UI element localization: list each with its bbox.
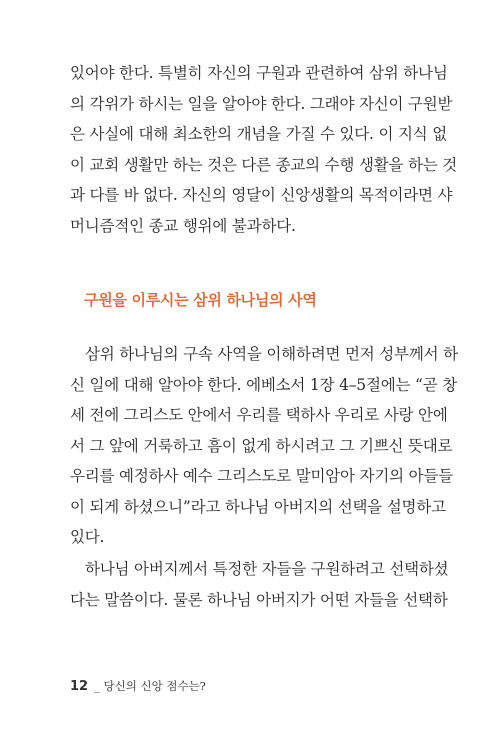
page-number: 12 <box>70 679 89 694</box>
page-footer <box>70 678 206 694</box>
text-line: 과 다를 바 없다. 자신의 영달이 신앙생활의 목적이라면 샤 <box>70 186 453 204</box>
text-line: 우리를 예정하사 예수 그리스도로 말미암아 자기의 아들들 <box>70 467 453 485</box>
text-line: 다는 말씀이다. 물론 하나님 아버지가 어떤 자들을 선택하 <box>70 590 448 609</box>
text-line: 있다. <box>70 528 105 546</box>
text-line: 이 되게 하셨으니”라고 하나님 아버지의 선택을 설명하고 <box>70 497 446 516</box>
text-line: 서 그 앞에 거룩하고 흠이 없게 하시려고 그 기쁘신 뜻대로 <box>70 436 453 455</box>
section-heading: 구원을 이루시는 삼위 하나님의 사역 <box>84 291 317 309</box>
text-line: 있어야 한다. 특별히 자신의 구원과 관련하여 삼위 하나님 <box>70 64 448 82</box>
text-line: 의 각위가 하시는 일을 알아야 한다. 그래야 자신이 구원받 <box>70 94 453 113</box>
text-line: 이 교회 생활만 하는 것은 다른 종교의 수행 생활을 하는 것 <box>70 155 458 174</box>
text-line: 신 일에 대해 알아야 한다. 에베소서 1장 4–5절에는 “곧 창 <box>70 375 457 394</box>
running-title: _ 당신의 신앙 점수는? <box>94 679 206 693</box>
text-line: 머니즘적인 종교 행위에 불과하다. <box>70 216 296 235</box>
text-line: 하나님 아버지께서 특정한 자들을 구원하려고 선택하셨 <box>85 560 449 578</box>
text-line: 삼위 하나님의 구속 사역을 이해하려면 먼저 성부께서 하 <box>85 345 458 363</box>
body-paragraph-3 <box>70 554 449 615</box>
text-line: 은 사실에 대해 최소한의 개념을 가질 수 있다. 이 지식 없 <box>70 125 448 143</box>
body-paragraph-2 <box>70 339 458 553</box>
text-line: 세 전에 그리스도 안에서 우리를 택하사 우리로 사랑 안에 <box>70 406 448 424</box>
body-paragraph-1 <box>70 58 458 241</box>
